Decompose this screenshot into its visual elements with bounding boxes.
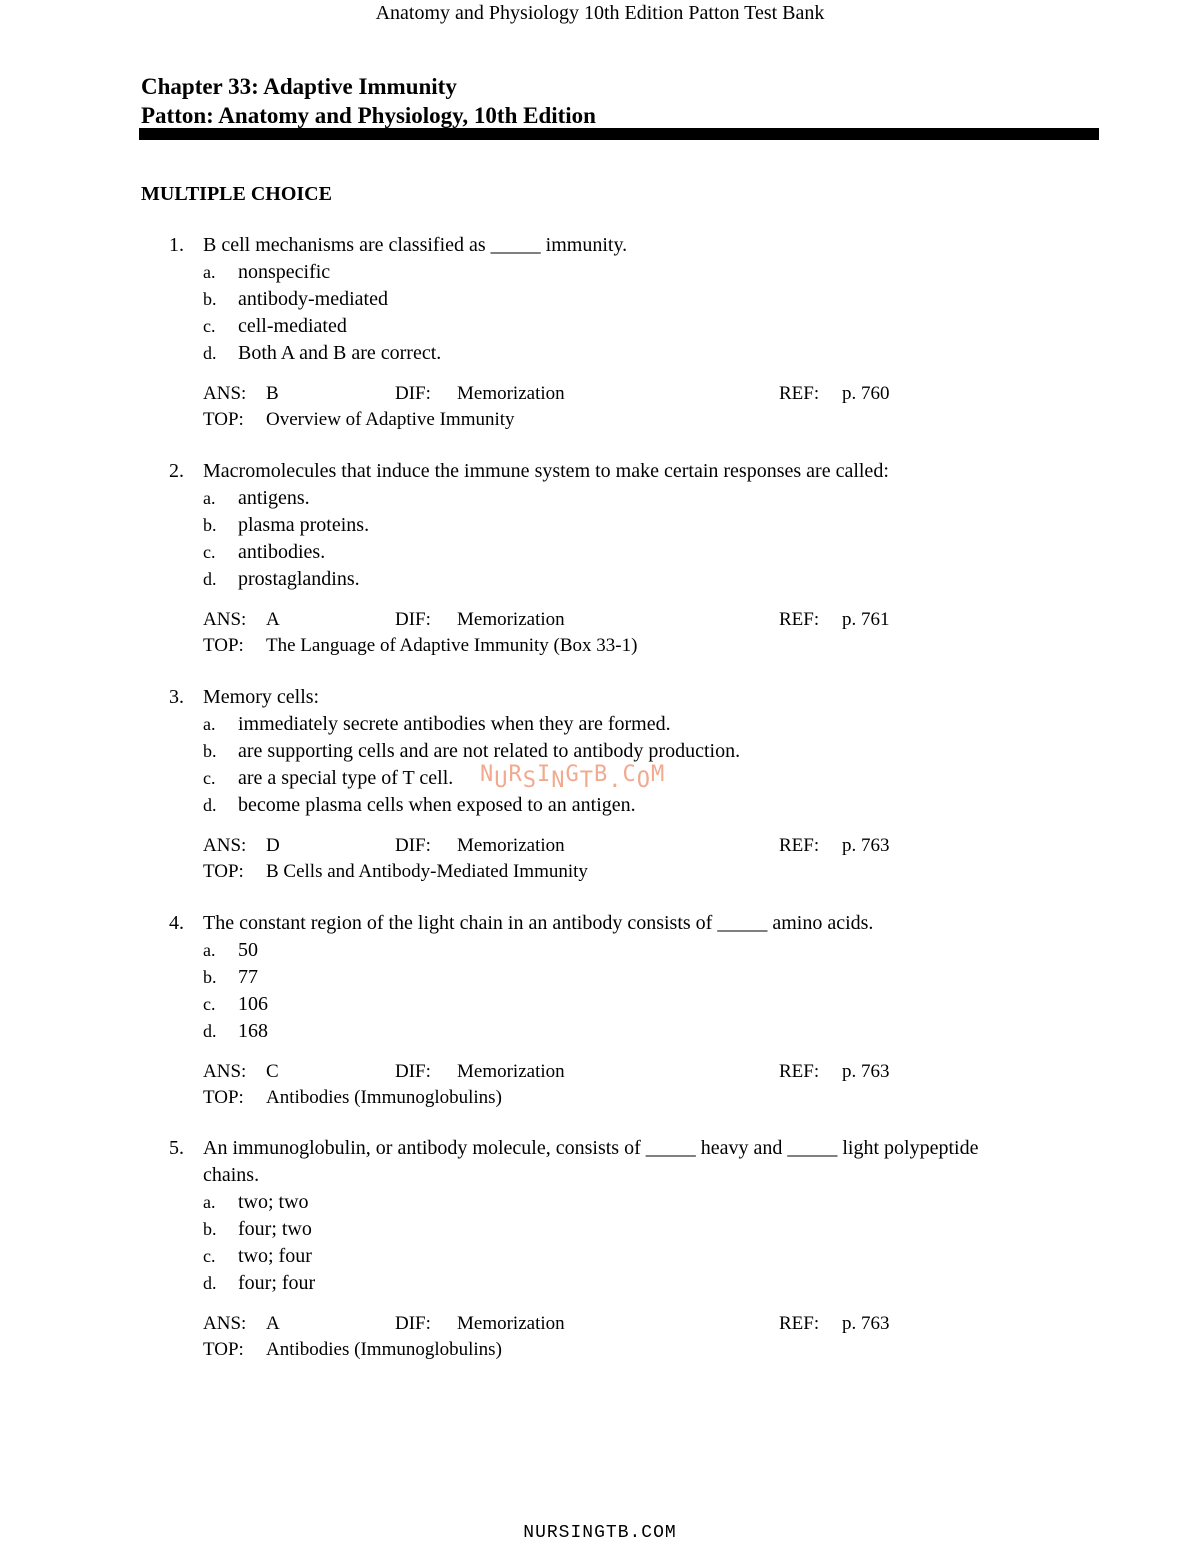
watermark-letter: R [508,762,523,787]
option-text: Both A and B are correct. [238,342,442,364]
watermark-letter: N [551,768,566,793]
option-c [0,313,1200,340]
dif-value: Memorization [457,383,565,404]
option-a [0,259,1200,286]
question-text: Memory cells: [203,686,320,708]
option-text: 168 [238,1020,268,1042]
option-b [0,964,1200,991]
watermark-stamp [480,762,666,793]
answer-key [0,381,1200,433]
dif-value: Memorization [457,835,565,856]
watermark-letter: I [537,762,552,787]
top-label: TOP: [203,1339,244,1360]
question-text: An immunoglobulin, or antibody molecule, consists of _____ heavy and _____ light polypeptide chains. [203,1137,979,1186]
dif-label: DIF: [395,609,431,630]
dif-label: DIF: [395,383,431,404]
ref-label: REF: [779,835,820,856]
top-label: TOP: [203,409,244,430]
watermark-letter: S [522,768,537,793]
option-text: plasma proteins. [238,514,370,536]
topic-line [0,859,1200,885]
top-label: TOP: [203,861,244,882]
running-header: Anatomy and Physiology 10th Edition Patton Test Bank [375,2,825,24]
option-text: two; two [238,1191,309,1213]
top-value: B Cells and Antibody-Mediated Immunity [266,861,588,882]
page-footer: NURSINGTB.COM [523,1523,677,1543]
answer-line [0,1059,1200,1085]
option-letter: a. [203,940,216,960]
option-text: nonspecific [238,261,331,283]
dif-label: DIF: [395,835,431,856]
ans-label: ANS: [203,1313,247,1334]
option-text: 106 [238,993,268,1015]
dif-label: DIF: [395,1313,431,1334]
option-text: antibodies. [238,541,326,563]
dif-value: Memorization [457,1313,565,1334]
watermark-letter: C [622,762,637,787]
answer-key [0,833,1200,885]
option-d [0,340,1200,367]
question-number: 2. [169,460,184,482]
option-text: immediately secrete antibodies when they are formed. [238,713,671,735]
answer-line [0,381,1200,407]
watermark-letter: . [608,768,623,793]
option-a [0,937,1200,964]
answer-options [0,937,1200,1045]
option-letter: c. [203,994,216,1014]
ans-value: A [266,609,280,630]
question-4 [0,910,1200,1111]
option-c [0,1243,1200,1270]
option-d [0,1018,1200,1045]
answer-key [0,1311,1200,1363]
chapter-heading [141,72,596,130]
option-text: four; two [238,1218,312,1240]
option-a [0,1189,1200,1216]
option-c [0,991,1200,1018]
top-value: Antibodies (Immunoglobulins) [266,1087,502,1108]
option-text: cell-mediated [238,315,347,337]
option-b [0,512,1200,539]
option-letter: b. [203,741,217,761]
ref-value: p. 760 [842,383,890,404]
option-text: are a special type of T cell. [238,767,454,789]
ans-value: A [266,1313,280,1334]
top-value: Overview of Adaptive Immunity [266,409,515,430]
watermark-letter: N [480,762,495,787]
option-letter: b. [203,1219,217,1239]
top-label: TOP: [203,1087,244,1108]
option-a [0,711,1200,738]
option-b [0,738,1200,765]
option-letter: b. [203,967,217,987]
top-value: The Language of Adaptive Immunity (Box 33-1) [266,635,638,656]
option-letter: a. [203,262,216,282]
ref-label: REF: [779,383,820,404]
option-a [0,485,1200,512]
watermark-letter: T [579,768,594,793]
question-number: 5. [169,1137,184,1159]
ans-label: ANS: [203,835,247,856]
top-label: TOP: [203,635,244,656]
option-text: two; four [238,1245,312,1267]
option-letter: d. [203,795,217,815]
section-heading: MULTIPLE CHOICE [141,183,332,205]
option-text: prostaglandins. [238,568,360,590]
question-number: 1. [169,234,184,256]
answer-options [0,259,1200,367]
option-text: antigens. [238,487,310,509]
question-text: B cell mechanisms are classified as _____ immunity. [203,234,628,256]
option-letter: d. [203,569,217,589]
watermark-letter: O [636,768,651,793]
option-letter: a. [203,1192,216,1212]
answer-line [0,1311,1200,1337]
topic-line [0,407,1200,433]
watermark-letter: B [594,762,609,787]
question-stem [0,232,1013,259]
option-text: 77 [238,966,258,988]
option-b [0,286,1200,313]
option-text: 50 [238,939,258,961]
question-stem [0,458,1013,485]
dif-label: DIF: [395,1061,431,1082]
ans-label: ANS: [203,609,247,630]
option-letter: c. [203,542,216,562]
option-letter: b. [203,515,217,535]
option-text: four; four [238,1272,316,1294]
option-c [0,539,1200,566]
option-letter: a. [203,488,216,508]
question-text: The constant region of the light chain in an antibody consists of _____ amino acids. [203,912,874,934]
ans-value: B [266,383,279,404]
option-letter: c. [203,1246,216,1266]
ref-value: p. 763 [842,835,890,856]
ref-label: REF: [779,609,820,630]
option-d [0,566,1200,593]
option-letter: c. [203,768,216,788]
option-b [0,1216,1200,1243]
ref-label: REF: [779,1061,820,1082]
watermark-letter: G [565,762,580,787]
watermark-letter: M [651,762,666,787]
heading-rule [139,128,1099,140]
ans-value: D [266,835,280,856]
topic-line [0,1085,1200,1111]
answer-options [0,1189,1200,1297]
option-letter: c. [203,316,216,336]
topic-line [0,633,1200,659]
question-number: 4. [169,912,184,934]
topic-line [0,1337,1200,1363]
ref-value: p. 761 [842,609,890,630]
option-text: are supporting cells and are not related to antibody production. [238,740,741,762]
option-letter: a. [203,714,216,734]
option-letter: d. [203,1021,217,1041]
ans-label: ANS: [203,383,247,404]
answer-line [0,833,1200,859]
option-d [0,1270,1200,1297]
answer-key [0,607,1200,659]
option-letter: b. [203,289,217,309]
question-stem [0,1135,1013,1189]
option-text: become plasma cells when exposed to an antigen. [238,794,636,816]
ref-value: p. 763 [842,1061,890,1082]
answer-line [0,607,1200,633]
ref-value: p. 763 [842,1313,890,1334]
question-stem [0,910,1013,937]
chapter-title: Chapter 33: Adaptive Immunity [141,74,457,99]
dif-value: Memorization [457,609,565,630]
chapter-subtitle: Patton: Anatomy and Physiology, 10th Edition [141,103,596,128]
answer-key [0,1059,1200,1111]
question-5 [0,1135,1200,1363]
question-1 [0,232,1200,433]
question-text: Macromolecules that induce the immune system to make certain responses are called: [203,460,889,482]
top-value: Antibodies (Immunoglobulins) [266,1339,502,1360]
option-d [0,792,1200,819]
ans-label: ANS: [203,1061,247,1082]
question-2 [0,458,1200,659]
option-text: antibody-mediated [238,288,388,310]
ref-label: REF: [779,1313,820,1334]
question-number: 3. [169,686,184,708]
watermark-letter: U [494,768,509,793]
question-stem [0,684,1013,711]
option-letter: d. [203,1273,217,1293]
dif-value: Memorization [457,1061,565,1082]
answer-options [0,485,1200,593]
ans-value: C [266,1061,279,1082]
option-letter: d. [203,343,217,363]
